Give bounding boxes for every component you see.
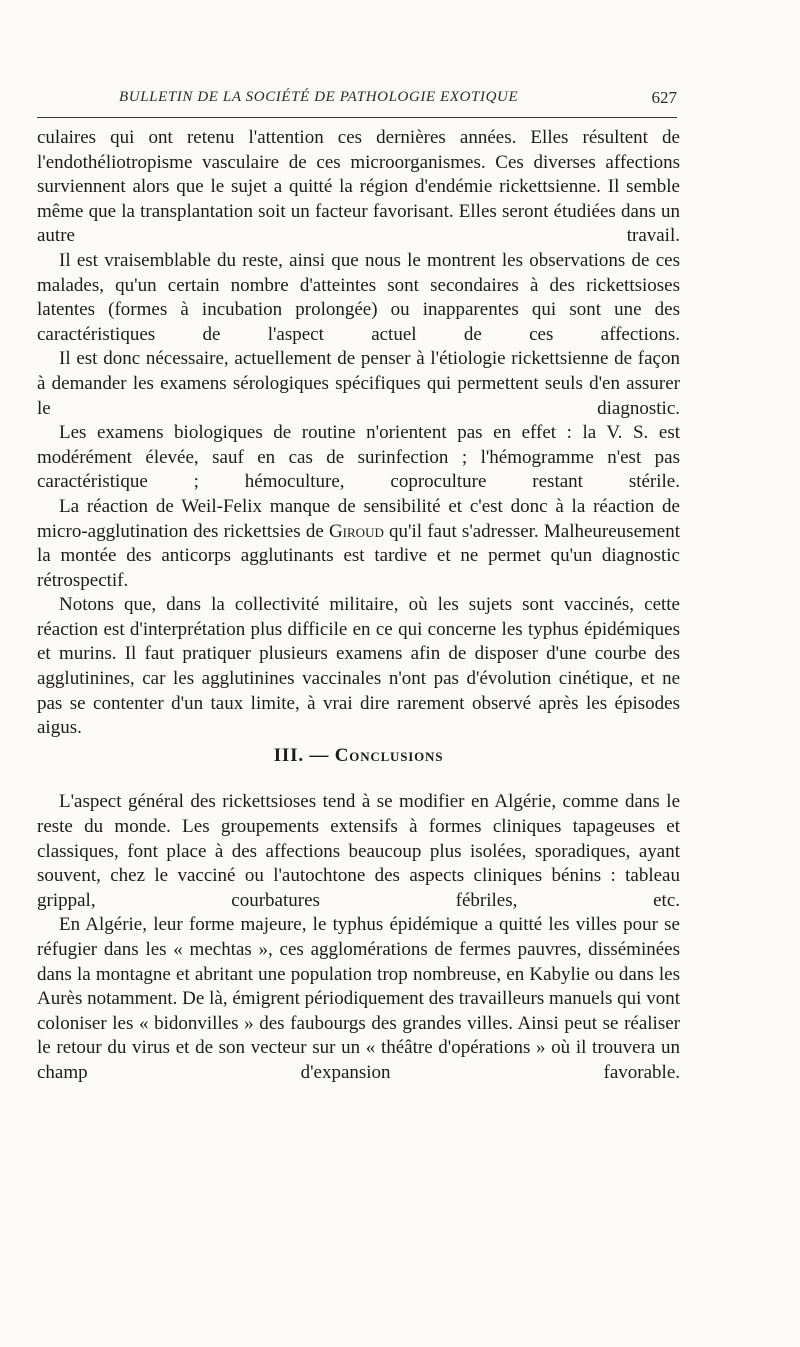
page-number: 627 — [651, 88, 677, 107]
paragraph-6: Notons que, dans la collectivité militaire, où les sujets sont vaccinés, cette réaction est d'interprétation plus difficile en ce qui concerne les typhus épidémiques et murins. Il faut pratiquer plusieurs examens afin de disposer d'une courbe des agglutinines, car les agglutinines vaccinales n'ont pas d'évolution cinétique, et ne pas se contenter d'un taux limite, à vrai dire rarement observé après les épisodes aigus. — [37, 594, 680, 739]
running-header — [37, 86, 677, 110]
paragraph-4: Les examens biologiques de routine n'orientent pas en effet : la V. S. est modérément élevée, sauf en cas de surinfection ; l'hémogramme n'est pas caractéristique ; hémoculture, coproculture restant stérile. — [37, 422, 680, 493]
paragraph-5-text-b: qu'il faut s'adresser. Malheureusement la montée des anticorps agglutinants est tardive et ne permet qu'un diagnostic rétrospectif. — [37, 520, 680, 591]
paragraph-5-text-a: La réaction de Weil-Felix manque de sensibilité et c'est donc à la réaction de micro-agglutination des rickettsies de — [37, 495, 680, 542]
journal-title: BULLETIN DE LA SOCIÉTÉ DE PATHOLOGIE EXOTIQUE — [119, 89, 519, 105]
body-text — [37, 126, 680, 1086]
paragraph-3: Il est donc nécessaire, actuellement de penser à l'étiologie rickettsienne de façon à demander les examens sérologiques spécifiques qui permettent seuls d'en assurer le diagnostic. — [37, 348, 680, 419]
paragraph-7: L'aspect général des rickettsioses tend à se modifier en Algérie, comme dans le reste du monde. Les groupements extensifs à formes cliniques tapageuses et classiques, font place à des affections beaucoup plus isolées, sporadiques, ayant souvent, chez le vacciné ou l'autochtone des aspects cliniques bénins : tableau grippal, courbatures fébriles, etc. — [37, 791, 680, 911]
paragraph-1: culaires qui ont retenu l'attention ces dernières années. Elles résultent de l'endothéliotropisme vasculaire de ces microorganismes. Ces diverses affections surviennent alors que le sujet a quitté la région d'endémie rickettsienne. Il semble même que la transplantation soit un facteur favorisant. Elles seront étudiées dans un autre travail. — [37, 127, 680, 247]
author-name-giroud: Giroud — [328, 520, 384, 542]
header-rule — [37, 117, 677, 118]
section-heading-conclusions: III. — Conclusions — [273, 744, 444, 766]
paragraph-5 — [37, 495, 680, 593]
paragraph-2: Il est vraisemblable du reste, ainsi que nous le montrent les observations de ces malades, qu'un certain nombre d'atteintes sont secondaires à des rickettsioses latentes (formes à incubation prolongée) ou inapparentes qui sont une des caractéristiques de l'aspect actuel de ces affections. — [37, 249, 680, 345]
paragraph-8: En Algérie, leur forme majeure, le typhus épidémique a quitté les villes pour se réfugier dans les « mechtas », ces agglomérations de fermes pauvres, disséminées dans la montagne et abritant une population trop nombreuse, en Kabylie ou dans les Aurès notamment. De là, émigrent périodiquement des travailleurs manuels qui vont coloniser les « bidonvilles » des faubourgs des grandes villes. Ainsi peut se réaliser le retour du virus et de son vecteur sur un « théâtre d'opérations » où il trouvera un champ d'expansion favorable. — [37, 914, 680, 1083]
